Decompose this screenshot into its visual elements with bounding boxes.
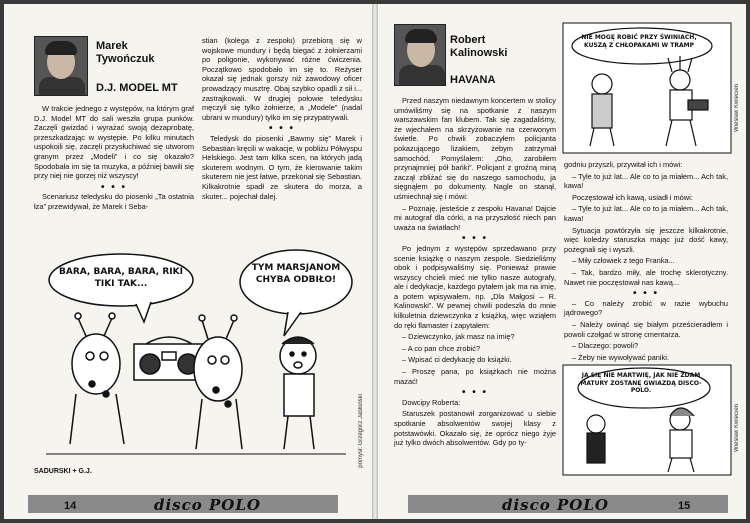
paragraph: Dowcipy Roberta: bbox=[402, 397, 461, 407]
paragraph: – Dlaczego: powoli? bbox=[572, 341, 639, 351]
section-divider: • • • bbox=[100, 181, 128, 193]
section-divider: • • • bbox=[461, 387, 489, 399]
author-first-name: Robert bbox=[450, 34, 486, 46]
paragraph: – Miły człowiek z tego Franka... bbox=[572, 256, 675, 266]
paragraph: W trakcie jednego z występów, na którym graf D.J. Model MT do sali weszła grupa punków. Zaczęli gwizdać i wyrażać swoją dezaprobatę, przeszkadzając w występie. Po kilku minutach uspokoili się, zaczęli przysłuchiwać się utworom granym przez „Modeli” i co się okazało? Spodobała im się ta muzyka, a później bawili się przy niej nie gorzej niż wszyscy! bbox=[34, 104, 194, 181]
paragraph: – Co należy zrobić w razie wybuchu jądrowego? bbox=[564, 298, 728, 318]
paragraph: Sytuacja powtórzyła się jeszcze kilkakrotnie, więc koledzy staruszka mając już dość kawy, pożegnali się i wyszli. bbox=[564, 225, 728, 254]
paragraph: – Żeby nie wywoływać paniki. bbox=[572, 352, 669, 362]
paragraph: Teledysk do piosenki „Bawmy się” Marek i Sebastian kręcili w wakacje, w pobliżu Półwyspu Helskiego. Jest tam kilka scen, na których jadą skuterem wodnym. O tym, że kierowanie takim skuterem nie jest łatwe, przekonał się Sebastian. Kilkakrotnie spadł ze skutera do morza, a skuter... pojechał dalej. bbox=[202, 133, 362, 201]
section-divider: • • • bbox=[632, 288, 660, 300]
speech-bubble-text: BARA, BARA, BARA, RIKI TIKI TAK... bbox=[59, 267, 183, 289]
paragraph: – Należy owinąć się białym prześcieradłem i powoli czołgać w stronę cmentarza. bbox=[564, 319, 728, 339]
text-column-1 bbox=[394, 96, 556, 450]
paragraph: – Wpisać ci dedykację do książki. bbox=[402, 355, 512, 365]
paragraph: Staruszek postanowił zorganizować u siebie spotkanie absolwentów swojej klasy z potstawówki. Okazało się, że oprócz niego żyje już tylko dwóch absolwentów. Gdy po ty- bbox=[394, 409, 556, 448]
cartoon-signature: SADURSKI + G.J. bbox=[34, 468, 92, 475]
paragraph: – A co pan chce zrobić? bbox=[402, 343, 481, 353]
magazine-logo: disco POLO bbox=[502, 496, 609, 514]
text-column-2 bbox=[202, 36, 362, 203]
speech-bubble-text: TYM MARSJANOM CHYBA ODBIŁO! bbox=[251, 263, 341, 285]
author-name bbox=[450, 34, 507, 60]
author-photo bbox=[394, 24, 446, 86]
band-name: D.J. MODEL MT bbox=[96, 82, 178, 94]
paragraph: – Tak, bardzo miły, ale trochę sklerotyczny. Nawet nie poczęstował nas kawą... bbox=[564, 267, 728, 287]
left-page bbox=[4, 4, 372, 519]
section-divider: • • • bbox=[268, 123, 296, 135]
paragraph: – Tyle to już lat... Ale co to ja miałem... Ach tak, kawa! bbox=[564, 171, 728, 191]
paragraph: – Dziewczynko, jak masz na imię? bbox=[402, 332, 515, 342]
band-name: HAVANA bbox=[450, 74, 496, 86]
paragraph: godniu przyszli, przywitał ich i mówi: bbox=[564, 160, 683, 169]
paragraph: Scenariusz teledysku do piosenki „Ta ostatnia łza” przewidywał, że Marek i Seba- bbox=[34, 192, 194, 211]
speech-bubble-text: NIE MOGĘ ROBIĆ PRZY ŚWINIACH, KUSZĄ Z CHŁOPAKAMI W TRAMP bbox=[581, 34, 697, 49]
page-number: 14 bbox=[64, 500, 77, 512]
magazine-logo: disco POLO bbox=[154, 496, 261, 514]
page-number: 15 bbox=[678, 500, 691, 512]
cartoon-credit: pomysł: Grzegorz Jabłoński bbox=[358, 394, 364, 468]
paragraph: stian (kolega z zespołu) przebiorą się w wojskowe mundury i będą biegać z żołnierzami po poligonie, wykonywać różne ćwiczenia. Początkowo spodobało im się to. Reżyser okazał się jednak gorszy niż zawodowy oficer prowadzący musztrę. Obaj szybko opadli z sił i... zastrajkowali. W drugiej połowie teledysku męczyli się tylko żołnierze, a „Modele” (nadal ubrani w mundury) tylko im się przypatrywali. bbox=[202, 36, 362, 122]
paragraph: Przed naszym niedawnym koncertem w stolicy umówiliśmy się na spotkanie z naszym warszawskim fan klubem. Tak się zagadaliśmy, że wjechałem na skrzyżowanie na czerwonym świetle. Po chwili zobaczyłem policjanta pokazującego lizakiem, żebym zatrzymał samochód. Pomyślałem: „Oho, zarobiłem przynajmniej pół bańki”. Policjant z groźną miną zaczął zbliżać się do naszego samochodu, ja sięgnąłem po dokumenty. Nagle on stanął, uśmiechnął się i mówi: bbox=[394, 96, 556, 201]
martian-figure bbox=[70, 313, 124, 444]
teacher-figure bbox=[587, 415, 605, 463]
paragraph: – Proszę pana, po książkach nie można mazać! bbox=[394, 367, 556, 386]
paragraph: – Tyle to już lat... Ale co to ja miałem... Ach tak, kawa! bbox=[564, 204, 728, 223]
author-photo bbox=[34, 36, 88, 96]
text-column-2 bbox=[564, 160, 728, 364]
speech-bubble-text: JA SIĘ NIE MARTWIĘ, JAK NIE ZDAM MATURY ZOSTANĘ GWIAZDĄ DISCO-POLO. bbox=[580, 372, 702, 394]
paragraph: – Poznaję, jesteście z zespołu Havana! Dajcie mi autograf dla córki, a na przyszłość niech pan uważa na światłach! bbox=[394, 203, 556, 232]
cartoon-credit: Wiesław Kwiecień bbox=[734, 84, 740, 133]
section-divider: • • • bbox=[461, 233, 489, 245]
author-last-name: Kalinowski bbox=[450, 47, 508, 59]
martian-figure bbox=[194, 315, 242, 449]
text-column-1 bbox=[34, 104, 194, 214]
cartoon-credit: Wiesław Kwiecień bbox=[734, 404, 740, 453]
author-name bbox=[96, 40, 154, 66]
paragraph: Poczęstował ich kawą, usiadł i mówi: bbox=[572, 192, 693, 202]
paragraph: Po jednym z występów sprzedawano przy scenie książkę o naszym zespole. Siedzieliśmy obok i podpisywaliśmy się. Ponieważ prawie wszyscy chcieli mieć nie tylko nasze autografy, ale i dedykacje, każdego pytałem jak ma na imię, a potem wpisywałem, np. „Dla Małgosi – R. Kalinowski”. W pewnej chwili podeszła do mnie kilkuletnia dziewczynka z książką, więc wziąłem do ręki flamaster i zapytałem: bbox=[394, 243, 556, 330]
boy-figure bbox=[280, 337, 316, 449]
author-first-name: Marek bbox=[96, 40, 128, 52]
right-page bbox=[378, 4, 746, 519]
author-last-name: Tywończuk bbox=[96, 53, 155, 65]
